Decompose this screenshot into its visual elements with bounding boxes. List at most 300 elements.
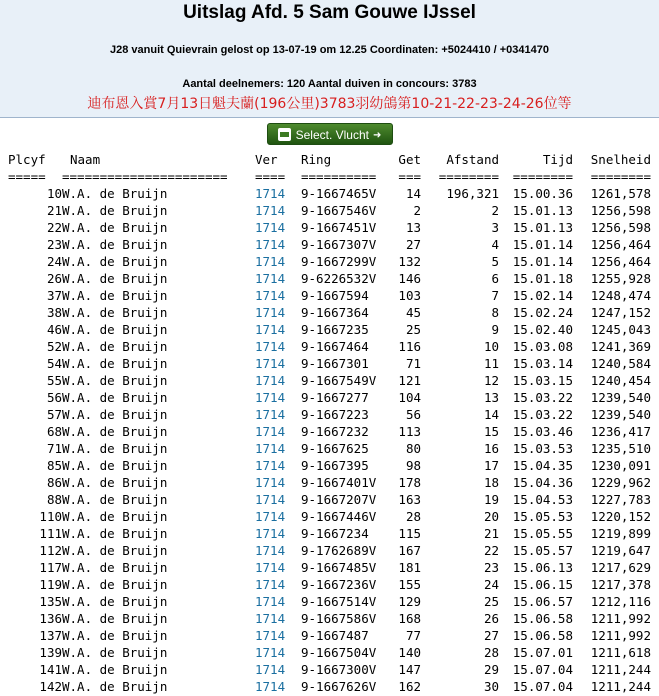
cell-afstand: 3	[491, 220, 499, 235]
cell-plcyf: 136	[39, 611, 62, 626]
cell-ver: 1714	[255, 662, 286, 677]
cell-ring: 9-1667277	[301, 390, 369, 405]
cell-ver: 1714	[255, 560, 286, 575]
cell-naam: W.A. de Bruijn	[62, 186, 168, 201]
cell-tijd: 15.03.14	[512, 356, 573, 371]
cell-plcyf: 139	[39, 645, 62, 660]
table-row	[8, 253, 651, 270]
cell-get: 56	[405, 407, 421, 422]
table-row	[8, 355, 651, 372]
toolbar	[0, 123, 659, 145]
cell-snelheid: 1211,244	[590, 662, 651, 677]
cell-plcyf: 26	[46, 271, 62, 286]
cell-ver: 1714	[255, 577, 286, 592]
cell-afstand: 18	[483, 475, 499, 490]
cell-ring: 9-1667594	[301, 288, 369, 303]
cell-snelheid: 1256,464	[590, 254, 651, 269]
column-header-afstand: Afstand	[446, 152, 499, 167]
cell-get: 103	[398, 288, 421, 303]
cell-get: 45	[405, 305, 421, 320]
cell-get: 80	[405, 441, 421, 456]
cell-ver: 1714	[255, 390, 286, 405]
cell-afstand: 6	[491, 271, 499, 286]
table-row	[8, 202, 651, 219]
column-header-get: Get	[398, 152, 421, 167]
cell-afstand: 23	[483, 560, 499, 575]
cell-tijd: 15.06.13	[512, 560, 573, 575]
cell-tijd: 15.01.14	[512, 237, 573, 252]
cell-plcyf: 52	[46, 339, 62, 354]
cell-ring: 9-1762689V	[301, 543, 377, 558]
cell-naam: W.A. de Bruijn	[62, 271, 168, 286]
cell-get: 155	[398, 577, 421, 592]
cell-get: 178	[398, 475, 421, 490]
cell-naam: W.A. de Bruijn	[62, 220, 168, 235]
table-row	[8, 219, 651, 236]
cell-snelheid: 1239,540	[590, 390, 651, 405]
cell-afstand: 7	[491, 288, 499, 303]
cell-afstand: 11	[483, 356, 499, 371]
cell-naam: W.A. de Bruijn	[62, 679, 168, 694]
cell-plcyf: 22	[46, 220, 62, 235]
cell-plcyf: 57	[46, 407, 62, 422]
cell-ring: 9-1667236V	[301, 577, 377, 592]
cell-tijd: 15.06.57	[512, 594, 573, 609]
cell-ver: 1714	[255, 543, 286, 558]
cell-afstand: 2	[491, 203, 499, 218]
cell-ring: 9-1667223	[301, 407, 369, 422]
cell-plcyf: 117	[39, 560, 62, 575]
table-row	[8, 474, 651, 491]
participants-info: Aantal deelnemers: 120 Aantal duiven in concours: 3783	[182, 78, 477, 90]
cell-tijd: 15.01.18	[512, 271, 573, 286]
cell-tijd: 15.02.40	[512, 322, 573, 337]
cell-naam: W.A. de Bruijn	[62, 373, 168, 388]
cell-afstand: 13	[483, 390, 499, 405]
cell-naam: W.A. de Bruijn	[62, 543, 168, 558]
cell-snelheid: 1261,578	[590, 186, 651, 201]
cell-naam: W.A. de Bruijn	[62, 237, 168, 252]
cell-ring: 9-1667485V	[301, 560, 377, 575]
cell-get: 140	[398, 645, 421, 660]
cell-tijd: 15.02.24	[512, 305, 573, 320]
cell-ver: 1714	[255, 373, 286, 388]
cell-plcyf: 24	[46, 254, 62, 269]
table-row	[8, 406, 651, 423]
cell-afstand: 9	[491, 322, 499, 337]
cell-plcyf: 37	[46, 288, 62, 303]
table-row	[8, 423, 651, 440]
cell-afstand: 24	[483, 577, 499, 592]
column-header-naam: Naam	[70, 152, 101, 167]
cell-naam: W.A. de Bruijn	[62, 305, 168, 320]
select-flight-button[interactable]	[267, 123, 393, 145]
cell-ver: 1714	[255, 458, 286, 473]
cell-snelheid: 1241,369	[590, 339, 651, 354]
cell-snelheid: 1211,618	[590, 645, 651, 660]
table-row	[8, 627, 651, 644]
cell-tijd: 15.07.04	[512, 679, 573, 694]
cell-tijd: 15.04.36	[512, 475, 573, 490]
cell-get: 162	[398, 679, 421, 694]
cell-ver: 1714	[255, 492, 286, 507]
cell-afstand: 20	[483, 509, 499, 524]
column-header-tijd: Tijd	[542, 152, 573, 167]
cell-ver: 1714	[255, 237, 286, 252]
cell-plcyf: 137	[39, 628, 62, 643]
cell-plcyf: 119	[39, 577, 62, 592]
cell-snelheid: 1227,783	[590, 492, 651, 507]
cell-ver: 1714	[255, 322, 286, 337]
page-title: Uitslag Afd. 5 Sam Gouwe IJssel	[183, 2, 476, 23]
cell-get: 146	[398, 271, 421, 286]
cell-snelheid: 1217,629	[590, 560, 651, 575]
cell-plcyf: 46	[46, 322, 62, 337]
cell-snelheid: 1236,417	[590, 424, 651, 439]
cell-ver: 1714	[255, 441, 286, 456]
cell-naam: W.A. de Bruijn	[62, 424, 168, 439]
cell-ring: 9-1667487	[301, 628, 369, 643]
cell-tijd: 15.03.22	[512, 390, 573, 405]
cell-get: 77	[405, 628, 421, 643]
cell-ver: 1714	[255, 186, 286, 201]
column-header-ver: Ver	[255, 152, 278, 167]
separator: ====	[255, 169, 286, 184]
cell-get: 2	[413, 203, 421, 218]
cell-ring: 9-1667364	[301, 305, 369, 320]
cell-snelheid: 1235,510	[590, 441, 651, 456]
cell-ring: 9-1667446V	[301, 509, 377, 524]
cell-tijd: 15.03.08	[512, 339, 573, 354]
cell-get: 98	[405, 458, 421, 473]
cell-plcyf: 71	[46, 441, 62, 456]
cell-snelheid: 1211,992	[590, 628, 651, 643]
cell-get: 115	[398, 526, 421, 541]
cell-naam: W.A. de Bruijn	[62, 594, 168, 609]
cell-snelheid: 1256,464	[590, 237, 651, 252]
cell-get: 113	[398, 424, 421, 439]
cell-snelheid: 1212,116	[590, 594, 651, 609]
cell-tijd: 15.01.13	[512, 220, 573, 235]
cell-tijd: 15.03.46	[512, 424, 573, 439]
cell-naam: W.A. de Bruijn	[62, 628, 168, 643]
cell-get: 28	[405, 509, 421, 524]
cell-naam: W.A. de Bruijn	[62, 458, 168, 473]
cell-ring: 9-1667549V	[301, 373, 377, 388]
cell-snelheid: 1239,540	[590, 407, 651, 422]
cell-ver: 1714	[255, 203, 286, 218]
cell-get: 132	[398, 254, 421, 269]
cell-get: 167	[398, 543, 421, 558]
cell-get: 104	[398, 390, 421, 405]
table-row	[8, 321, 651, 338]
cell-afstand: 14	[483, 407, 499, 422]
cell-ring: 9-1667307V	[301, 237, 377, 252]
cell-ring: 9-1667504V	[301, 645, 377, 660]
results-body	[8, 185, 651, 695]
cell-afstand: 15	[483, 424, 499, 439]
table-row	[8, 576, 651, 593]
cell-ring: 9-1667301	[301, 356, 369, 371]
arrow-right-icon: ➜	[372, 129, 382, 141]
cell-ring: 9-1667451V	[301, 220, 377, 235]
cell-afstand: 30	[483, 679, 499, 694]
cell-naam: W.A. de Bruijn	[62, 492, 168, 507]
cell-tijd: 15.06.58	[512, 628, 573, 643]
cell-snelheid: 1217,378	[590, 577, 651, 592]
table-row	[8, 610, 651, 627]
table-row	[8, 542, 651, 559]
cell-afstand: 22	[483, 543, 499, 558]
cell-ver: 1714	[255, 407, 286, 422]
table-row	[8, 389, 651, 406]
cell-ver: 1714	[255, 424, 286, 439]
cell-naam: W.A. de Bruijn	[62, 339, 168, 354]
cell-plcyf: 142	[39, 679, 62, 694]
cell-get: 121	[398, 373, 421, 388]
separator: ======================	[62, 169, 228, 184]
cell-ring: 9-1667465V	[301, 186, 377, 201]
cell-plcyf: 21	[46, 203, 62, 218]
cell-plcyf: 86	[46, 475, 62, 490]
cell-snelheid: 1219,899	[590, 526, 651, 541]
chinese-caption: 迪布恩入賞7月13日魁夫蘭(196公里)3783羽幼鴿第10-21-22-23-24-26位等	[87, 96, 572, 112]
cell-get: 163	[398, 492, 421, 507]
cell-naam: W.A. de Bruijn	[62, 509, 168, 524]
cell-ring: 9-1667207V	[301, 492, 377, 507]
table-row	[8, 661, 651, 678]
cell-get: 13	[405, 220, 421, 235]
cell-tijd: 15.03.22	[512, 407, 573, 422]
cell-ring: 9-1667401V	[301, 475, 377, 490]
cell-ver: 1714	[255, 305, 286, 320]
cell-plcyf: 135	[39, 594, 62, 609]
cell-ver: 1714	[255, 356, 286, 371]
cell-naam: W.A. de Bruijn	[62, 662, 168, 677]
cell-plcyf: 68	[46, 424, 62, 439]
table-row	[8, 525, 651, 542]
cell-naam: W.A. de Bruijn	[62, 203, 168, 218]
cell-afstand: 26	[483, 611, 499, 626]
cell-get: 27	[405, 237, 421, 252]
header-panel	[0, 0, 659, 118]
table-row	[8, 593, 651, 610]
release-info: J28 vanuit Quievrain gelost op 13-07-19 om 12.25 Coordinaten: +5024410 / +0341470	[110, 44, 549, 56]
cell-afstand: 19	[483, 492, 499, 507]
cell-naam: W.A. de Bruijn	[62, 441, 168, 456]
cell-ring: 9-1667235	[301, 322, 369, 337]
table-row	[8, 440, 651, 457]
cell-tijd: 15.05.55	[512, 526, 573, 541]
cell-ver: 1714	[255, 220, 286, 235]
cell-get: 25	[405, 322, 421, 337]
cell-snelheid: 1220,152	[590, 509, 651, 524]
cell-snelheid: 1245,043	[590, 322, 651, 337]
cell-plcyf: 10	[46, 186, 62, 201]
cell-plcyf: 111	[39, 526, 62, 541]
cell-naam: W.A. de Bruijn	[62, 645, 168, 660]
cell-tijd: 15.02.14	[512, 288, 573, 303]
table-row	[8, 491, 651, 508]
cell-ver: 1714	[255, 628, 286, 643]
cell-naam: W.A. de Bruijn	[62, 560, 168, 575]
cell-plcyf: 38	[46, 305, 62, 320]
separator: ==========	[301, 169, 377, 184]
cell-tijd: 15.01.14	[512, 254, 573, 269]
cell-ver: 1714	[255, 475, 286, 490]
cell-afstand: 27	[483, 628, 499, 643]
cell-ring: 9-1667395	[301, 458, 369, 473]
cell-ring: 9-1667234	[301, 526, 369, 541]
cell-naam: W.A. de Bruijn	[62, 390, 168, 405]
cell-afstand: 25	[483, 594, 499, 609]
results-table	[8, 151, 651, 695]
cell-snelheid: 1211,244	[590, 679, 651, 694]
cell-ver: 1714	[255, 339, 286, 354]
cell-naam: W.A. de Bruijn	[62, 356, 168, 371]
cell-ver: 1714	[255, 679, 286, 694]
cell-plcyf: 85	[46, 458, 62, 473]
table-row	[8, 304, 651, 321]
separator: =====	[8, 169, 46, 184]
cell-tijd: 15.05.53	[512, 509, 573, 524]
table-row	[8, 338, 651, 355]
cell-plcyf: 88	[46, 492, 62, 507]
cell-snelheid: 1230,091	[590, 458, 651, 473]
cell-ver: 1714	[255, 594, 286, 609]
table-row	[8, 559, 651, 576]
cell-ver: 1714	[255, 611, 286, 626]
separator: ========	[512, 169, 573, 184]
cell-snelheid: 1211,992	[590, 611, 651, 626]
cell-naam: W.A. de Bruijn	[62, 254, 168, 269]
cell-afstand: 29	[483, 662, 499, 677]
cell-naam: W.A. de Bruijn	[62, 577, 168, 592]
cell-plcyf: 110	[39, 509, 62, 524]
cell-naam: W.A. de Bruijn	[62, 407, 168, 422]
cell-ring: 9-1667514V	[301, 594, 377, 609]
cell-tijd: 15.06.58	[512, 611, 573, 626]
cell-ring: 9-1667300V	[301, 662, 377, 677]
cell-plcyf: 112	[39, 543, 62, 558]
column-header-ring: Ring	[301, 152, 332, 167]
cell-plcyf: 54	[46, 356, 62, 371]
cell-afstand: 4	[491, 237, 499, 252]
cell-naam: W.A. de Bruijn	[62, 475, 168, 490]
cell-tijd: 15.04.53	[512, 492, 573, 507]
cell-snelheid: 1229,962	[590, 475, 651, 490]
cell-tijd: 15.03.53	[512, 441, 573, 456]
cell-ring: 9-1667546V	[301, 203, 377, 218]
cell-plcyf: 23	[46, 237, 62, 252]
cell-ring: 9-1667232	[301, 424, 369, 439]
cell-get: 168	[398, 611, 421, 626]
cell-afstand: 10	[483, 339, 499, 354]
table-row	[8, 644, 651, 661]
separator: ===	[398, 169, 421, 184]
cell-plcyf: 56	[46, 390, 62, 405]
cell-ring: 9-1667626V	[301, 679, 377, 694]
cell-ver: 1714	[255, 271, 286, 286]
cell-naam: W.A. de Bruijn	[62, 526, 168, 541]
cell-get: 116	[398, 339, 421, 354]
cell-ver: 1714	[255, 645, 286, 660]
cell-naam: W.A. de Bruijn	[62, 288, 168, 303]
cell-plcyf: 55	[46, 373, 62, 388]
cell-tijd: 15.07.01	[512, 645, 573, 660]
cell-get: 147	[398, 662, 421, 677]
table-row	[8, 678, 651, 695]
cell-snelheid: 1256,598	[590, 220, 651, 235]
cell-ring: 9-6226532V	[301, 271, 377, 286]
flight-icon	[278, 128, 291, 141]
cell-tijd: 15.01.13	[512, 203, 573, 218]
cell-ring: 9-1667586V	[301, 611, 377, 626]
cell-get: 181	[398, 560, 421, 575]
cell-get: 71	[405, 356, 421, 371]
table-row	[8, 270, 651, 287]
select-flight-label: Select. Vlucht	[295, 128, 369, 142]
results-table-container	[0, 151, 659, 696]
cell-afstand: 5	[491, 254, 499, 269]
cell-ring: 9-1667299V	[301, 254, 377, 269]
cell-tijd: 15.00.36	[512, 186, 573, 201]
cell-ver: 1714	[255, 288, 286, 303]
cell-afstand: 21	[483, 526, 499, 541]
separator: ========	[590, 169, 651, 184]
cell-afstand: 16	[483, 441, 499, 456]
table-row	[8, 457, 651, 474]
cell-afstand: 12	[483, 373, 499, 388]
cell-naam: W.A. de Bruijn	[62, 322, 168, 337]
column-header-snelheid: Snelheid	[590, 152, 651, 167]
table-row	[8, 287, 651, 304]
cell-snelheid: 1248,474	[590, 288, 651, 303]
cell-tijd: 15.07.04	[512, 662, 573, 677]
cell-tijd: 15.06.15	[512, 577, 573, 592]
cell-snelheid: 1219,647	[590, 543, 651, 558]
cell-ring: 9-1667625	[301, 441, 369, 456]
table-row	[8, 185, 651, 202]
column-header-plcyf: Plcyf	[8, 152, 46, 167]
cell-ver: 1714	[255, 509, 286, 524]
cell-snelheid: 1240,584	[590, 356, 651, 371]
cell-snelheid: 1240,454	[590, 373, 651, 388]
cell-get: 14	[405, 186, 421, 201]
cell-naam: W.A. de Bruijn	[62, 611, 168, 626]
cell-ver: 1714	[255, 254, 286, 269]
cell-tijd: 15.04.35	[512, 458, 573, 473]
cell-get: 129	[398, 594, 421, 609]
cell-tijd: 15.05.57	[512, 543, 573, 558]
table-row	[8, 372, 651, 389]
cell-afstand: 8	[491, 305, 499, 320]
cell-snelheid: 1256,598	[590, 203, 651, 218]
cell-tijd: 15.03.15	[512, 373, 573, 388]
cell-afstand: 28	[483, 645, 499, 660]
separator: ========	[438, 169, 499, 184]
cell-snelheid: 1247,152	[590, 305, 651, 320]
table-header-row	[8, 151, 651, 168]
cell-plcyf: 141	[39, 662, 62, 677]
table-row	[8, 508, 651, 525]
cell-afstand: 196,321	[446, 186, 499, 201]
table-row	[8, 236, 651, 253]
cell-afstand: 17	[483, 458, 499, 473]
cell-snelheid: 1255,928	[590, 271, 651, 286]
table-separator-row	[8, 168, 651, 185]
cell-ver: 1714	[255, 526, 286, 541]
